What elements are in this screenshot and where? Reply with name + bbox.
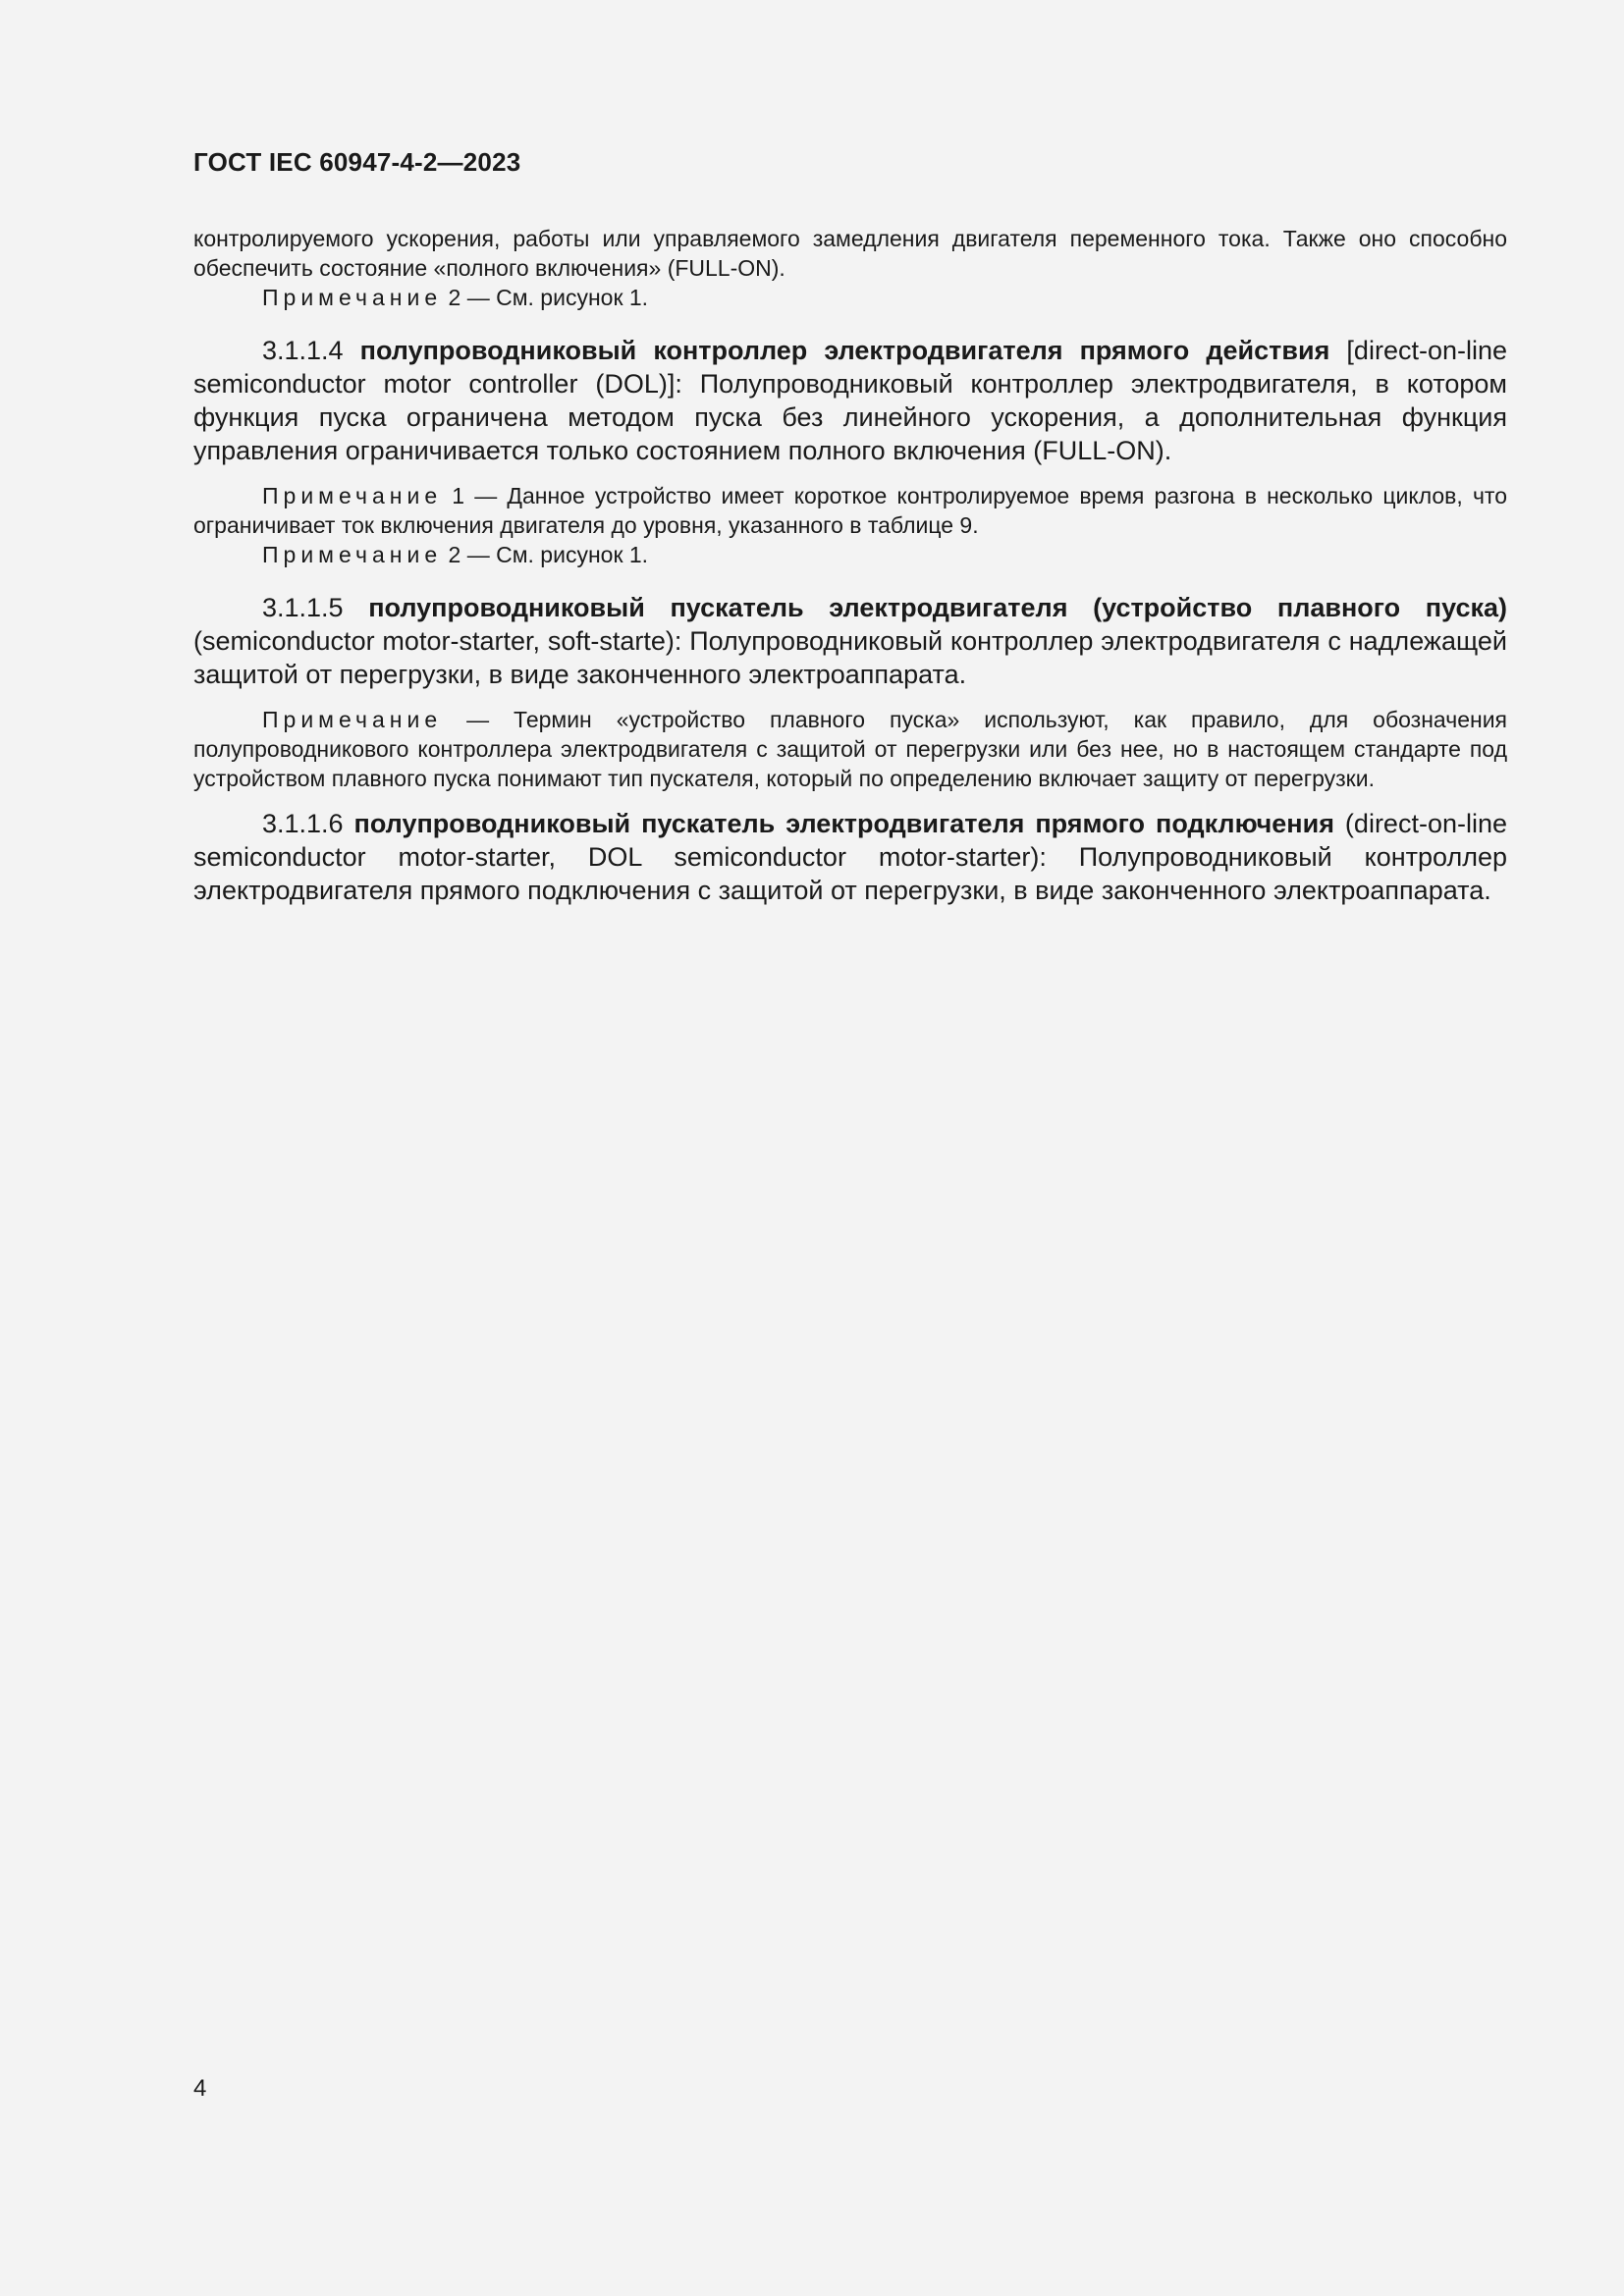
clause-number: 3.1.1.6 — [262, 809, 354, 838]
definition-text: (direct-on-line semiconductor motor-starter, DOL semiconductor motor-starter): Полупроводниковый контроллер электродвигателя прямого подключения с защитой от перегрузки, в виде законченного электроаппарата. — [193, 809, 1507, 905]
note-soft-starter — [193, 705, 1507, 793]
note-1-dol — [193, 481, 1507, 540]
definition-3-1-1-5 — [193, 591, 1507, 691]
document-body — [193, 224, 1507, 907]
continuation-paragraph: контролируемого ускорения, работы или управляемого замедления двигателя переменного тока. Также оно способно обеспечить состояние «полного включения» (FULL-ON). — [193, 226, 1507, 281]
note-2-figure-ref — [193, 283, 1507, 312]
note-text: — Термин «устройство плавного пуска» используют, как правило, для обозначения полупроводникового контроллера электродвигателя с защитой от перегрузки или без нее, но в настоящем стандарте под устройством плавного пуска понимают тип пускателя, который по определению включает защиту от перегрузки. — [193, 707, 1507, 791]
clause-number: 3.1.1.4 — [262, 336, 360, 365]
definition-text: (semiconductor motor-starter, soft-starte): Полупроводниковый контроллер электродвигателя с надлежащей защитой от перегрузки, в виде законченного электроаппарата. — [193, 626, 1507, 689]
note-text: 2 — См. рисунок 1. — [442, 542, 649, 567]
note-text: 2 — См. рисунок 1. — [442, 285, 649, 310]
term-title: полупроводниковый контроллер электродвигателя прямого действия — [359, 336, 1330, 365]
definition-3-1-1-6 — [193, 807, 1507, 907]
term-title: полупроводниковый пускатель электродвигателя (устройство плавного пуска) — [368, 593, 1507, 622]
page-number: 4 — [193, 2075, 207, 2102]
note-2-dol — [193, 540, 1507, 569]
definition-text: [direct-on-line semiconductor motor controller (DOL)]: Полупроводниковый контроллер электродвигателя, в котором функция пуска ограничена методом пуска без линейного ускорения, а дополнительная функция управления ограничивается только состоянием полного включения (FULL-ON). — [193, 336, 1508, 465]
document-header: ГОСТ IEC 60947-4-2—2023 — [193, 147, 521, 177]
note-label: Примечание — [262, 285, 443, 310]
note-text: 1 — Данное устройство имеет короткое контролируемое время разгона в несколько циклов, что ограничивает ток включения двигателя до уровня, указанного в таблице 9. — [193, 483, 1507, 538]
clause-number: 3.1.1.5 — [262, 593, 369, 622]
note-label: Примечание — [262, 542, 443, 567]
definition-3-1-1-4 — [193, 334, 1507, 467]
note-label: Примечание — [262, 707, 443, 732]
note-label: Примечание — [262, 483, 443, 508]
term-title: полупроводниковый пускатель электродвигателя прямого подключения — [353, 809, 1334, 838]
